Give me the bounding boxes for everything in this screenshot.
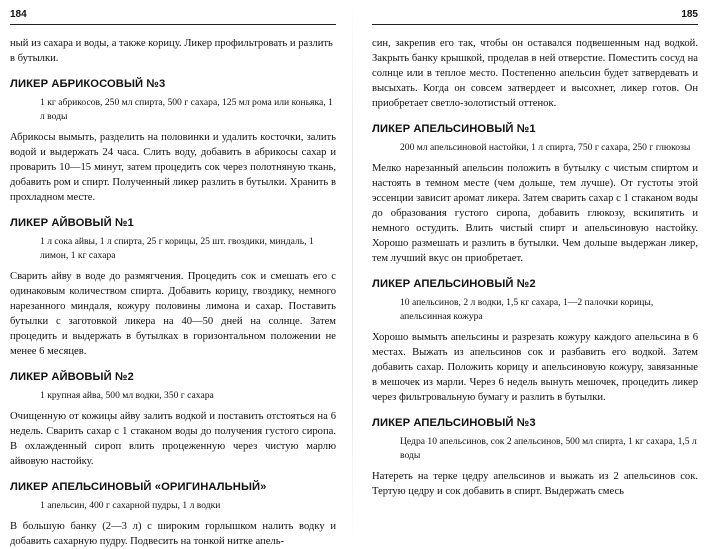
book-gutter <box>352 0 353 543</box>
recipe-title: ЛИКЕР АПЕЛЬСИНОВЫЙ №1 <box>372 123 536 135</box>
recipe-text: Сварить айву в воде до размягчения. Процедить сок и смешать его с одинаковым количеством спирта. Добавить корицу, гвоздику, немного нарезанного миндаля, кожуру половины лимона и сахар. Поставить бутылки с заготовкой ликера на 40—50 дней на солнце. Затем процедить и выдержать в бутылках в горизонтальном положении не менее 6 месяцев. <box>10 271 336 357</box>
header-rule <box>372 24 698 25</box>
recipe-title: ЛИКЕР АПЕЛЬСИНОВЫЙ «ОРИГИНАЛЬНЫЙ» <box>10 481 267 493</box>
continued-text: син, закрепив его так, чтобы он оставался подвешенным над водкой. Закрыть банку крышкой, проделав в ней отверстие. Поместить сосуд на солнце или в теплое место. Постепенно апельсин будет затвердевать и высыхать. Когда он совсем затвердеет и высохнет, ликер готов. Он приобретает светло-золотистый оттенок. <box>372 38 698 109</box>
page-body <box>10 36 336 549</box>
recipe-text: Очищенную от кожицы айву залить водкой и поставить отстояться на 6 недель. Сварить сахар с 1 стаканом воды до получения густого сиропа. В охлажденный сироп влить процеженную через чистую марлю айвовую настойку. <box>10 411 336 467</box>
page-number: 184 <box>10 9 27 20</box>
recipe-title: ЛИКЕР АПЕЛЬСИНОВЫЙ №2 <box>372 278 536 290</box>
right-page <box>372 0 698 543</box>
recipe-text: Хорошо вымыть апельсины и разрезать кожуру каждого апельсина в 6 местах. Выжать из апельсинов сок и разбавить его водкой. Затем добавить сахар. Положить корицу и апельсиновую кожуру, завязанные в мешочек из марли. Через 6 недель вынуть мешочек, процедить ликер через фильтровальную бумагу и разлить в бутылки. <box>372 332 698 403</box>
recipe-title: ЛИКЕР АПЕЛЬСИНОВЫЙ №3 <box>372 417 536 429</box>
page-number: 185 <box>681 9 698 20</box>
recipe-ingredients: 1 крупная айва, 500 мл водки, 350 г сахара <box>40 390 214 401</box>
recipe-ingredients: 1 апельсин, 400 г сахарной пудры, 1 л водки <box>40 500 221 511</box>
page-body <box>372 36 698 499</box>
header-rule <box>10 24 336 25</box>
recipe-title: ЛИКЕР АБРИКОСОВЫЙ №3 <box>10 78 166 90</box>
recipe-ingredients: 1 кг абрикосов, 250 мл спирта, 500 г сахара, 125 мл рома или коньяка, 1 л воды <box>40 97 333 122</box>
recipe-title: ЛИКЕР АЙВОВЫЙ №1 <box>10 217 134 229</box>
continued-text: ный из сахара и воды, а также корицу. Ликер профильтровать и разлить в бутылки. <box>10 38 333 64</box>
recipe-ingredients: Цедра 10 апельсинов, сок 2 апельсинов, 500 мл спирта, 1 кг сахара, 1,5 л воды <box>400 436 697 461</box>
recipe-ingredients: 10 апельсинов, 2 л водки, 1,5 кг сахара, 1—2 палочки корицы, апельсинная кожура <box>400 297 654 322</box>
recipe-ingredients: 1 л сока айвы, 1 л спирта, 25 г корицы, 25 шт. гвоздики, миндаль, 1 лимон, 1 кг сахара <box>40 236 314 261</box>
recipe-text: В большую банку (2—3 л) с широким горлышком налить водку и добавить сахарную пудру. Подвесить на тонкой нитке апель- <box>10 521 336 547</box>
left-page <box>10 0 336 547</box>
recipe-text: Абрикосы вымыть, разделить на половинки и удалить косточки, залить водой и выдержать 24 часа. Слить воду, добавить в абрикосы сахар и проварить 10—15 минут, затем процедить сок через полотняную ткань, добавить ром и спирт. Полученный ликер разлить в бутылки. Хранить в прохладном месте. <box>10 132 336 203</box>
recipe-title: ЛИКЕР АЙВОВЫЙ №2 <box>10 371 134 383</box>
recipe-ingredients: 200 мл апельсиновой настойки, 1 л спирта, 750 г сахара, 250 г глюкозы <box>400 142 691 153</box>
recipe-text: Натереть на терке цедру апельсинов и выжать из 2 апельсинов сок. Тертую цедру и сок добавить в спирт. Выдержать смесь <box>372 471 698 497</box>
recipe-text: Мелко нарезанный апельсин положить в бутылку с чистым спиртом и настоять в темном месте (чем дольше, тем лучше). От густоты этой эссенции зависит аромат ликера. Затем сварить сахар с 1 стаканом воды до образования густого сиропа, добавить глюкозу, вскипятить и немного остудить. Влить чистый спирт и апельсиновую настойку. Хорошо размешать и разлить в бутылки. Чем дольше выдержан ликер, тем лучший вкус он приобретает. <box>372 163 698 264</box>
